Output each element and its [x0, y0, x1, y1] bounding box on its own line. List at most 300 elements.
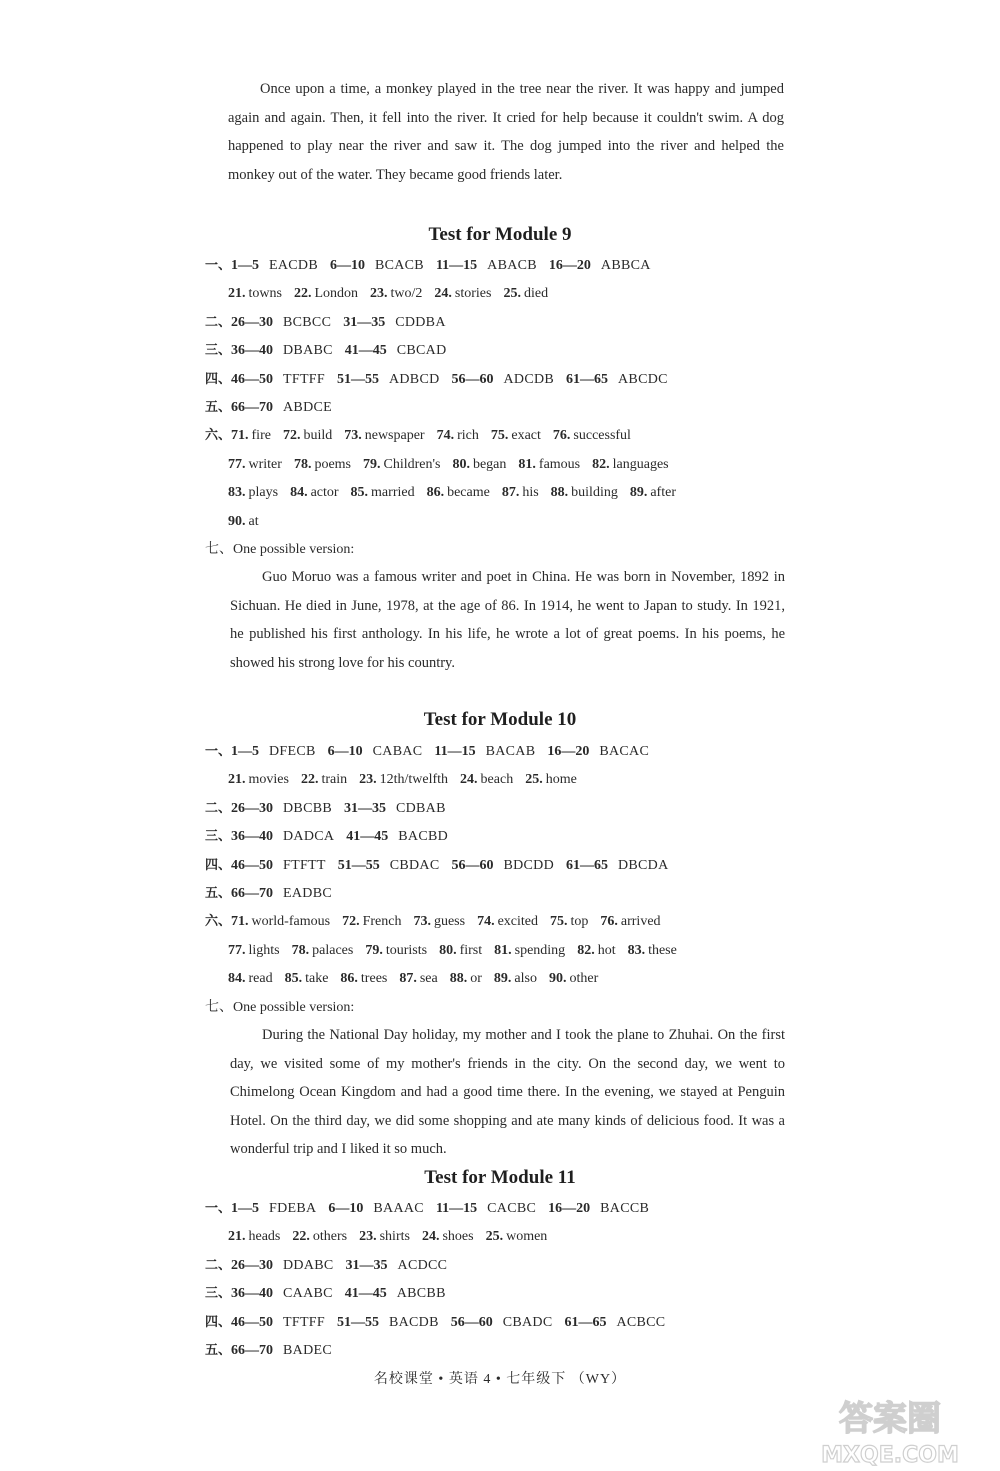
answer-letters: CDBAB: [395, 800, 446, 816]
question-number: 22.: [293, 286, 312, 302]
question-number: 74.: [436, 428, 455, 444]
answer-group: [345, 343, 447, 358]
answer-group: [436, 1201, 536, 1216]
word-answer: [494, 971, 537, 986]
question-range: 11—15: [435, 1201, 478, 1216]
answer-letters: ADBCD: [388, 371, 440, 387]
answer-line-s5: [205, 1337, 805, 1365]
question-range: 51—55: [336, 371, 379, 387]
answer-letters: ABACB: [487, 258, 537, 273]
word-answer: [228, 514, 259, 529]
answer-word: hot: [597, 942, 616, 958]
word-answer: [359, 1229, 410, 1244]
question-range: 56—60: [451, 371, 494, 387]
word-answer: [292, 943, 354, 958]
word-answer: [399, 971, 437, 986]
answer-word: these: [648, 942, 677, 958]
question-number: 83.: [228, 485, 246, 501]
question-number: 86.: [340, 971, 358, 987]
section-prefix: 四、: [205, 857, 232, 873]
writing-label: 七、One possible version:: [205, 999, 355, 1015]
fill-blank-line: [205, 479, 805, 507]
question-range: 36—40: [231, 343, 274, 359]
answer-word: actor: [310, 485, 339, 501]
question-number: 82.: [577, 942, 595, 958]
module-9-essay-text: Guo Moruo was a famous writer and poet in China. He was born in November, 1892 in Sichuan. He died in June, 1978, at the age of 86. In 1914, he went to Japan to study. In 1921, he published his first anthology. In his life, he wrote a lot of great poems. In his poems, he showed his strong love for his country.: [230, 569, 785, 671]
answer-word: read: [248, 971, 273, 987]
word-answer: [477, 914, 538, 929]
answer-word: poems: [314, 456, 351, 472]
question-number: 76.: [600, 914, 618, 930]
module-11-title: Test for Module 11: [424, 1167, 576, 1188]
answer-group: [547, 744, 649, 759]
answer-word: exact: [511, 428, 541, 444]
answer-letters: CACBC: [487, 1201, 537, 1216]
answer-letters: BDCDD: [503, 857, 554, 873]
word-answer: [628, 943, 677, 958]
answer-group: [344, 801, 446, 816]
answer-word: two/2: [390, 286, 423, 302]
answer-group: [452, 372, 555, 387]
word-answer: [525, 772, 577, 787]
word-answer: [294, 457, 351, 472]
answer-word: lights: [248, 942, 280, 958]
word-answer: [577, 943, 615, 958]
fill-blank-line: [205, 908, 805, 936]
answer-letters: ABCDC: [618, 371, 668, 387]
answer-word: towns: [248, 286, 282, 302]
answer-word: palaces: [312, 942, 354, 958]
question-range: 16—20: [548, 1201, 591, 1216]
question-range: 1—5: [231, 1201, 260, 1216]
answer-word: London: [314, 286, 359, 302]
word-answer: [228, 457, 282, 472]
fill-blank-line: [205, 422, 805, 450]
answer-letters: ACDCC: [397, 1257, 448, 1273]
answer-line-s5: [205, 394, 805, 422]
word-answer: [231, 914, 330, 929]
word-answer: [351, 485, 415, 500]
module-10-essay-text: During the National Day holiday, my mother and I took the plane to Zhuhai. On the first day, we visited some of my mother's friends in the city. On the second day, we went to Chimelong Ocean Kingdom and had a good time there. In the evening, we stayed at Penguin Hotel. On the third day, we did some shopping and ate many kinds of delicious food. It was a wonderful trip and I liked it so much.: [230, 1027, 785, 1158]
word-answer: [370, 286, 422, 301]
answer-group: [346, 829, 448, 844]
question-range: 61—65: [566, 857, 608, 873]
question-number: 25.: [525, 772, 543, 788]
answer-letters: CDDBA: [395, 314, 446, 330]
module-11-answers: [205, 1195, 805, 1365]
answer-word: train: [321, 772, 348, 788]
question-range: 6—10: [329, 258, 365, 273]
answer-line-s3: [205, 337, 805, 365]
answer-letters: FTFTT: [283, 857, 326, 873]
question-number: 87.: [501, 485, 520, 501]
answer-letters: CBDAC: [389, 857, 440, 873]
answer-line-s2: [205, 795, 805, 823]
module-10-answers: [205, 738, 805, 1022]
question-number: 84.: [228, 971, 246, 987]
question-range: 61—65: [566, 371, 609, 387]
answer-group: [451, 1315, 553, 1330]
answer-word: married: [371, 485, 415, 501]
answer-word: shoes: [442, 1229, 474, 1245]
answer-word: take: [305, 971, 329, 987]
answer-group: [328, 1201, 424, 1216]
word-answer: [422, 1229, 474, 1244]
answer-word: became: [447, 485, 490, 501]
answer-word: rich: [457, 428, 479, 444]
answer-word: home: [545, 772, 577, 788]
word-answer: [285, 971, 329, 986]
answer-word: French: [362, 914, 402, 930]
answer-letters: CABAC: [372, 744, 423, 759]
answer-letters: EADBC: [283, 885, 332, 901]
answer-letters: CBADC: [502, 1314, 553, 1330]
module-9-answers: [205, 252, 805, 564]
answer-word: build: [303, 428, 333, 444]
answer-letters: DADCA: [283, 829, 335, 845]
answer-group: [330, 258, 424, 273]
question-number: 72.: [282, 428, 301, 444]
question-number: 79.: [363, 456, 381, 472]
section-prefix: 一、: [205, 744, 232, 759]
question-range: 31—35: [343, 800, 386, 816]
answer-word: trees: [360, 971, 388, 987]
question-range: 41—45: [346, 829, 389, 845]
module-10-essay: [230, 1021, 785, 1164]
question-range: 41—45: [344, 343, 387, 359]
question-number: 81.: [494, 942, 512, 958]
answer-word: plays: [248, 485, 279, 501]
answer-word: famous: [538, 456, 581, 472]
answer-word: shirts: [379, 1229, 410, 1245]
question-range: 46—50: [231, 371, 274, 387]
question-number: 22.: [292, 1229, 310, 1245]
answer-word: world-famous: [251, 914, 331, 930]
answer-group: [231, 1286, 333, 1301]
answer-letters: BCBCC: [283, 314, 332, 330]
question-range: 61—65: [564, 1314, 607, 1330]
word-answer: [434, 286, 491, 301]
question-range: 66—70: [231, 399, 274, 415]
question-number: 23.: [359, 1229, 377, 1245]
word-answer: [503, 286, 548, 301]
question-number: 78.: [293, 456, 312, 472]
question-range: 16—20: [547, 744, 590, 759]
answer-group: [436, 258, 537, 273]
answer-group: [231, 343, 333, 358]
watermark-logo-text: 答案圈: [839, 1399, 941, 1439]
answer-letters: BACAB: [485, 744, 536, 759]
word-answer: [518, 457, 580, 472]
question-number: 24.: [460, 772, 478, 788]
answer-letters: TFTFF: [283, 371, 325, 387]
answer-group: [231, 1343, 332, 1358]
watermark-url-text: MXQE.COM: [821, 1443, 959, 1468]
word-answer: [228, 943, 280, 958]
word-answer: [413, 914, 465, 929]
word-answer: [551, 485, 618, 500]
answer-word: 12th/twelfth: [379, 772, 449, 788]
fill-blank-line: [205, 451, 805, 479]
question-number: 88.: [449, 971, 468, 987]
section-prefix: 一、: [205, 258, 232, 273]
word-answer: [630, 485, 676, 500]
module-9-title: Test for Module 9: [428, 224, 572, 245]
question-number: 74.: [477, 914, 495, 930]
question-number: 22.: [300, 772, 319, 788]
answer-word: tourists: [385, 942, 428, 958]
answer-group: [566, 858, 669, 873]
word-answer: [439, 943, 482, 958]
answer-group: [564, 1315, 665, 1330]
answer-group: [231, 372, 325, 387]
answer-line-s1: [205, 738, 805, 766]
answer-word: or: [470, 971, 482, 987]
answer-word: died: [523, 286, 549, 302]
question-number: 77.: [228, 942, 246, 958]
answer-letters: BACAC: [599, 744, 650, 759]
word-answer: [427, 485, 490, 500]
answer-letters: CBCAD: [396, 343, 447, 359]
section-prefix: 一、: [205, 1201, 232, 1216]
answer-letters: DDABC: [283, 1257, 334, 1273]
answer-letters: DFECB: [269, 744, 316, 759]
answer-letters: ACBCC: [616, 1314, 666, 1330]
word-answer: [290, 485, 338, 500]
answer-word: beach: [480, 772, 514, 788]
section-prefix: 三、: [205, 343, 232, 359]
answer-group: [231, 858, 326, 873]
answer-word: writer: [248, 456, 282, 472]
question-number: 77.: [228, 456, 246, 472]
question-number: 86.: [426, 485, 445, 501]
question-number: 21.: [228, 286, 246, 302]
answer-letters: BACBD: [398, 829, 449, 845]
question-range: 41—45: [344, 1286, 387, 1302]
answer-letters: DBABC: [283, 343, 333, 359]
answer-word: women: [506, 1229, 548, 1245]
answer-letters: EACDB: [269, 258, 318, 273]
answer-word: heads: [248, 1229, 281, 1245]
answer-group: [231, 315, 331, 330]
word-answer: [437, 428, 479, 443]
word-answer: [460, 772, 513, 787]
question-range: 26—30: [231, 1257, 274, 1273]
question-number: 25.: [503, 286, 521, 302]
word-answer: [486, 1229, 548, 1244]
fill-blank-line: [205, 965, 805, 993]
fill-blank-line: [205, 508, 805, 536]
question-range: 31—35: [345, 1257, 388, 1273]
answer-word: successful: [573, 428, 631, 444]
question-number: 23.: [359, 772, 377, 788]
question-range: 51—55: [337, 857, 380, 873]
word-answers-line: [205, 1223, 805, 1251]
word-answer: [228, 286, 282, 301]
answer-group: [345, 1286, 446, 1301]
word-answer: [228, 772, 289, 787]
answer-word: at: [248, 513, 259, 529]
answer-group: [566, 372, 668, 387]
answer-group: [231, 1315, 325, 1330]
word-answer: [491, 428, 541, 443]
question-number: 87.: [399, 971, 417, 987]
section-prefix: 六、: [205, 914, 232, 930]
answer-group: [231, 829, 334, 844]
answer-letters: TFTFF: [283, 1314, 325, 1330]
answer-word: top: [570, 914, 589, 930]
question-number: 75.: [490, 428, 509, 444]
word-answer: [600, 914, 660, 929]
question-range: 11—15: [434, 744, 476, 759]
question-range: 26—30: [231, 314, 274, 330]
answer-line-s1: [205, 1195, 805, 1223]
answer-line-s4: [205, 852, 805, 880]
answer-group: [231, 258, 318, 273]
question-number: 79.: [365, 942, 383, 958]
answer-line-s1: [205, 252, 805, 280]
answer-letters: CAABC: [283, 1286, 333, 1302]
section-prefix: 二、: [205, 314, 232, 330]
answer-group: [328, 744, 423, 759]
question-range: 16—20: [548, 258, 591, 273]
section-prefix: 四、: [205, 371, 232, 387]
answer-letters: ADCDB: [503, 371, 555, 387]
question-range: 31—35: [343, 314, 386, 330]
answer-word: languages: [612, 456, 669, 472]
answer-letters: DBCDA: [618, 857, 669, 873]
question-range: 66—70: [231, 885, 274, 901]
answer-letters: ABBCA: [600, 258, 651, 273]
answer-group: [231, 1258, 334, 1273]
answer-word: began: [472, 456, 507, 472]
answer-line-s3: [205, 1280, 805, 1308]
answer-word: sea: [419, 971, 438, 987]
answer-group: [451, 858, 554, 873]
watermark-logo: [790, 1388, 995, 1468]
answer-word: stories: [454, 286, 492, 302]
word-answer: [231, 428, 271, 443]
question-number: 72.: [342, 914, 360, 930]
answer-word: excited: [497, 914, 538, 930]
question-range: 1—5: [231, 744, 260, 759]
question-number: 80.: [452, 456, 470, 472]
section-prefix: 五、: [205, 399, 232, 415]
question-range: 36—40: [231, 829, 274, 845]
question-number: 21.: [228, 1229, 246, 1245]
answer-line-s4: [205, 366, 805, 394]
page-footer: 名校课堂 • 英语 4 • 七年级下 （WY）: [373, 1372, 627, 1387]
answer-word: fire: [251, 428, 271, 444]
question-number: 71.: [231, 428, 249, 444]
question-range: 6—10: [327, 744, 363, 759]
question-number: 24.: [434, 286, 452, 302]
word-answer: [342, 914, 401, 929]
answer-line-s2: [205, 309, 805, 337]
word-answer: [549, 971, 598, 986]
question-number: 80.: [439, 942, 457, 958]
question-number: 82.: [592, 456, 610, 472]
question-number: 89.: [493, 971, 512, 987]
answer-group: [231, 400, 332, 415]
fill-blank-line: [205, 937, 805, 965]
answer-letters: FDEBA: [269, 1201, 317, 1216]
question-number: 75.: [550, 914, 568, 930]
question-number: 78.: [291, 942, 310, 958]
answer-letters: ABDCE: [283, 399, 332, 415]
question-number: 90.: [228, 513, 246, 529]
question-number: 90.: [548, 971, 567, 987]
answer-word: others: [312, 1229, 348, 1245]
answer-group: [549, 258, 651, 273]
answer-letters: ABCBB: [396, 1286, 446, 1302]
question-range: 56—60: [451, 857, 494, 873]
question-number: 84.: [290, 485, 308, 501]
section-prefix: 三、: [205, 1286, 232, 1302]
word-answer: [363, 457, 440, 472]
question-number: 85.: [350, 485, 369, 501]
question-number: 25.: [485, 1229, 504, 1245]
question-number: 88.: [550, 485, 569, 501]
answer-letters: DBCBB: [283, 800, 332, 816]
answer-line-s3: [205, 823, 805, 851]
answer-group: [231, 744, 316, 759]
answer-word: after: [650, 485, 676, 501]
section-prefix: 四、: [205, 1314, 232, 1330]
question-number: 71.: [231, 914, 249, 930]
intro-text: Once upon a time, a monkey played in the tree near the river. It was happy and jumped again and again. Then, it fell into the river. It cried for help because it couldn't swim. A dog happened to play near the river and saw it. The dog jumped into the river and helped the monkey out of the water. They became good friends later.: [228, 81, 784, 183]
word-answer: [228, 971, 273, 986]
answer-letters: BADEC: [283, 1342, 332, 1358]
answer-word: Children's: [383, 456, 441, 472]
question-number: 85.: [284, 971, 303, 987]
answer-group: [338, 858, 440, 873]
answer-word: also: [514, 971, 537, 987]
question-range: 11—15: [435, 258, 478, 273]
answer-line-s4: [205, 1309, 805, 1337]
question-range: 66—70: [231, 1342, 274, 1358]
writing-label: 七、One possible version:: [205, 541, 355, 557]
answer-line-s5: [205, 880, 805, 908]
question-range: 51—55: [336, 1314, 379, 1330]
question-number: 81.: [518, 456, 536, 472]
section-prefix: 五、: [205, 1342, 232, 1358]
word-answer: [365, 943, 427, 958]
answer-group: [548, 1201, 649, 1216]
answer-word: arrived: [620, 914, 661, 930]
section-prefix: 二、: [205, 800, 232, 816]
word-answer: [228, 485, 278, 500]
word-answer: [494, 943, 565, 958]
answer-line-s2: [205, 1252, 805, 1280]
module-10-title: Test for Module 10: [423, 709, 577, 730]
word-answer: [553, 428, 631, 443]
answer-group: [337, 372, 440, 387]
question-number: 23.: [370, 286, 388, 302]
answer-word: spending: [514, 942, 566, 958]
section-prefix: 三、: [205, 829, 232, 845]
word-answer: [502, 485, 539, 500]
question-number: 24.: [421, 1229, 440, 1245]
answer-group: [346, 1258, 448, 1273]
word-answer: [228, 1229, 280, 1244]
question-number: 73.: [413, 914, 431, 930]
answer-word: other: [569, 971, 599, 987]
module-9-essay: [230, 563, 785, 677]
word-answer: [294, 286, 358, 301]
answer-word: building: [571, 485, 618, 501]
answer-letters: BACDB: [388, 1314, 439, 1330]
